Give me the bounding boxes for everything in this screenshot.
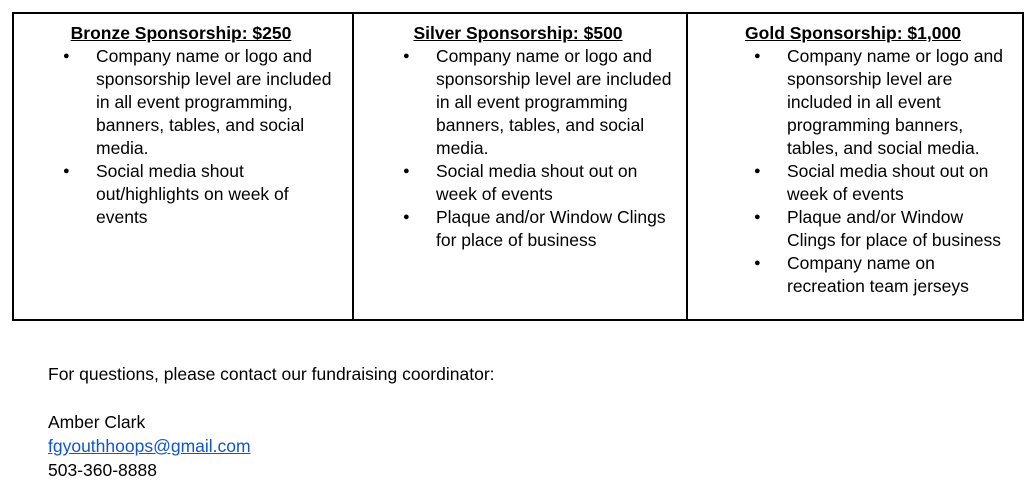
list-item: ● Social media shout out on week of events	[436, 160, 676, 206]
bronze-benefits-list	[20, 45, 342, 229]
list-item: ● Company name or logo and sponsorship level are included in all event programming banners, tables, and social media.	[787, 45, 1012, 160]
bronze-tier-title: Bronze Sponsorship: $250	[70, 23, 292, 43]
silver-tier-title: Silver Sponsorship: $500	[413, 23, 623, 43]
list-item: ● Company name on recreation team jerseys	[787, 252, 1012, 298]
gold-benefits-list	[694, 45, 1012, 298]
contact-email-link[interactable]: fgyouthhoops@gmail.com	[48, 436, 251, 456]
sponsorship-table	[12, 12, 1024, 321]
contact-name: Amber Clark	[48, 412, 146, 432]
list-item: ● Plaque and/or Window Clings for place of business	[436, 206, 676, 252]
sponsorship-row	[13, 13, 1023, 320]
contact-phone: 503-360-8888	[48, 460, 157, 480]
list-item: ● Social media shout out on week of events	[787, 160, 1012, 206]
silver-benefits-list	[360, 45, 676, 252]
contact-section	[48, 362, 495, 482]
bronze-tier-cell	[13, 13, 353, 320]
silver-tier-cell	[353, 13, 687, 320]
gold-tier-cell	[687, 13, 1023, 320]
list-item: ● Company name or logo and sponsorship level are included in all event programming banners, tables, and social media.	[436, 45, 676, 160]
list-item: ● Company name or logo and sponsorship level are included in all event programming, banners, tables, and social media.	[96, 45, 342, 160]
list-item: ● Social media shout out/highlights on week of events	[96, 160, 342, 229]
list-item: ● Plaque and/or Window Clings for place of business	[787, 206, 1012, 252]
gold-tier-title: Gold Sponsorship: $1,000	[745, 23, 961, 43]
contact-intro: For questions, please contact our fundraising coordinator:	[48, 364, 495, 384]
